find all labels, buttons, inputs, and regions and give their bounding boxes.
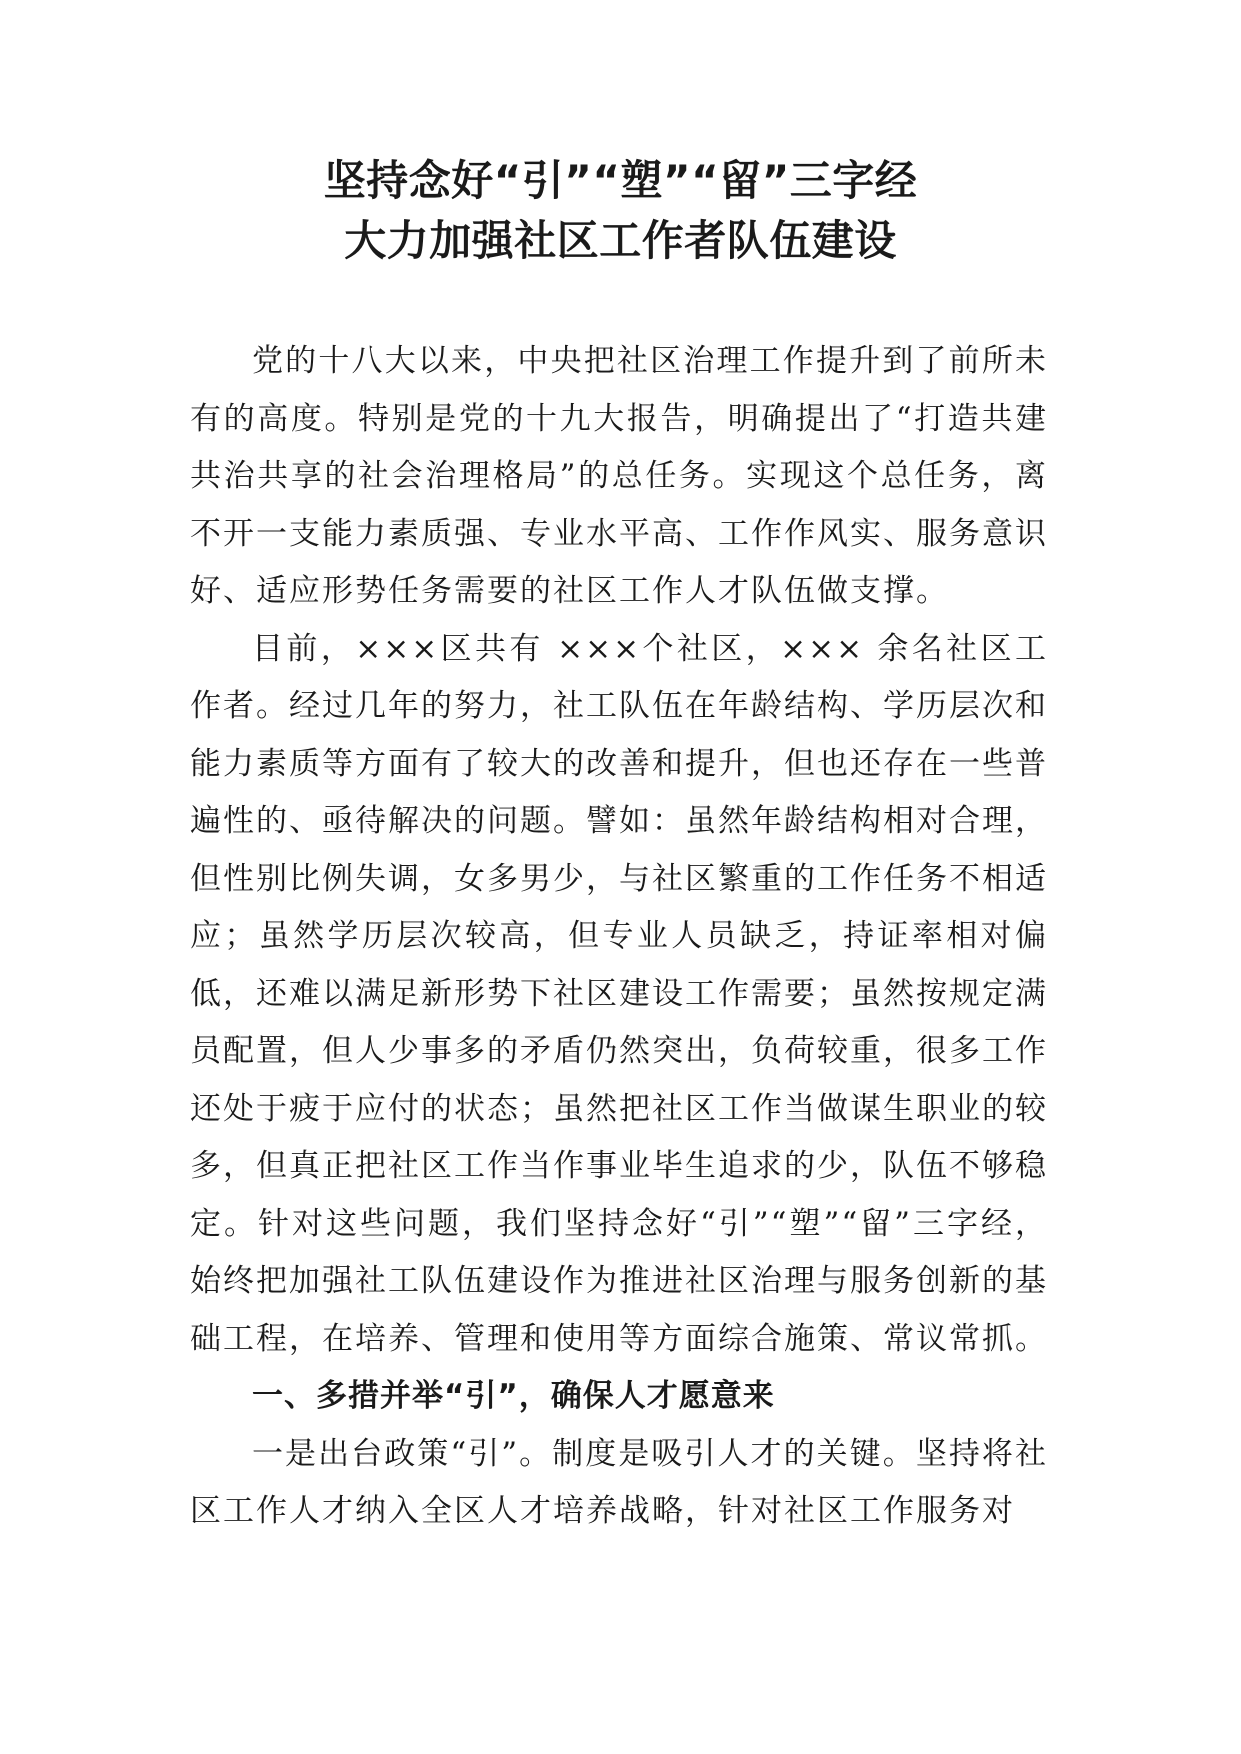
document-body (190, 333, 1048, 1541)
document-title-line-2: 大力加强社区工作者队伍建设 (344, 216, 897, 265)
paragraph-intro: 党的十八大以来，中央把社区治理工作提升到了前所未有的高度。特别是党的十九大报告，明确提出了“打造共建共治共享的社会治理格局”的总任务。实现这个总任务，离不开一支能力素质强、专业水平高、工作作风实、服务意识好、适应形势任务需要的社区工作人才队伍做支撑。 (190, 343, 1048, 609)
section-heading-1: 一、多措并举“引”，确保人才愿意来 (252, 1378, 775, 1414)
paragraph-current-situation: 目前，×××区共有 ×××个社区，××× 余名社区工作者。经过几年的努力，社工队伍在年龄结构、学历层次和能力素质等方面有了较大的改善和提升，但也还存在一些普遍性的、亟待解决的问题。譬如：虽然年龄结构相对合理，但性别比例失调，女多男少，与社区繁重的工作任务不相适应；虽然学历层次较高，但专业人员缺乏，持证率相对偏低，还难以满足新形势下社区建设工作需要；虽然按规定满员配置，但人少事多的矛盾仍然突出，负荷较重，很多工作还处于疲于应付的状态；虽然把社区工作当做谋生职业的较多，但真正把社区工作当作事业毕生追求的少，队伍不够稳定。针对这些问题，我们坚持念好“引”“塑”“留”三字经，始终把加强社工队伍建设作为推进社区治理与服务创新的基础工程，在培养、管理和使用等方面综合施策、常议常抓。 (190, 630, 1048, 1357)
document-title-line-1: 坚持念好“引”“塑”“留”三字经 (323, 156, 918, 205)
paragraph-section-1: 一是出台政策“引”。制度是吸引人才的关键。坚持将社区工作人才纳入全区人才培养战略，针对社区工作服务对 (190, 1435, 1048, 1529)
